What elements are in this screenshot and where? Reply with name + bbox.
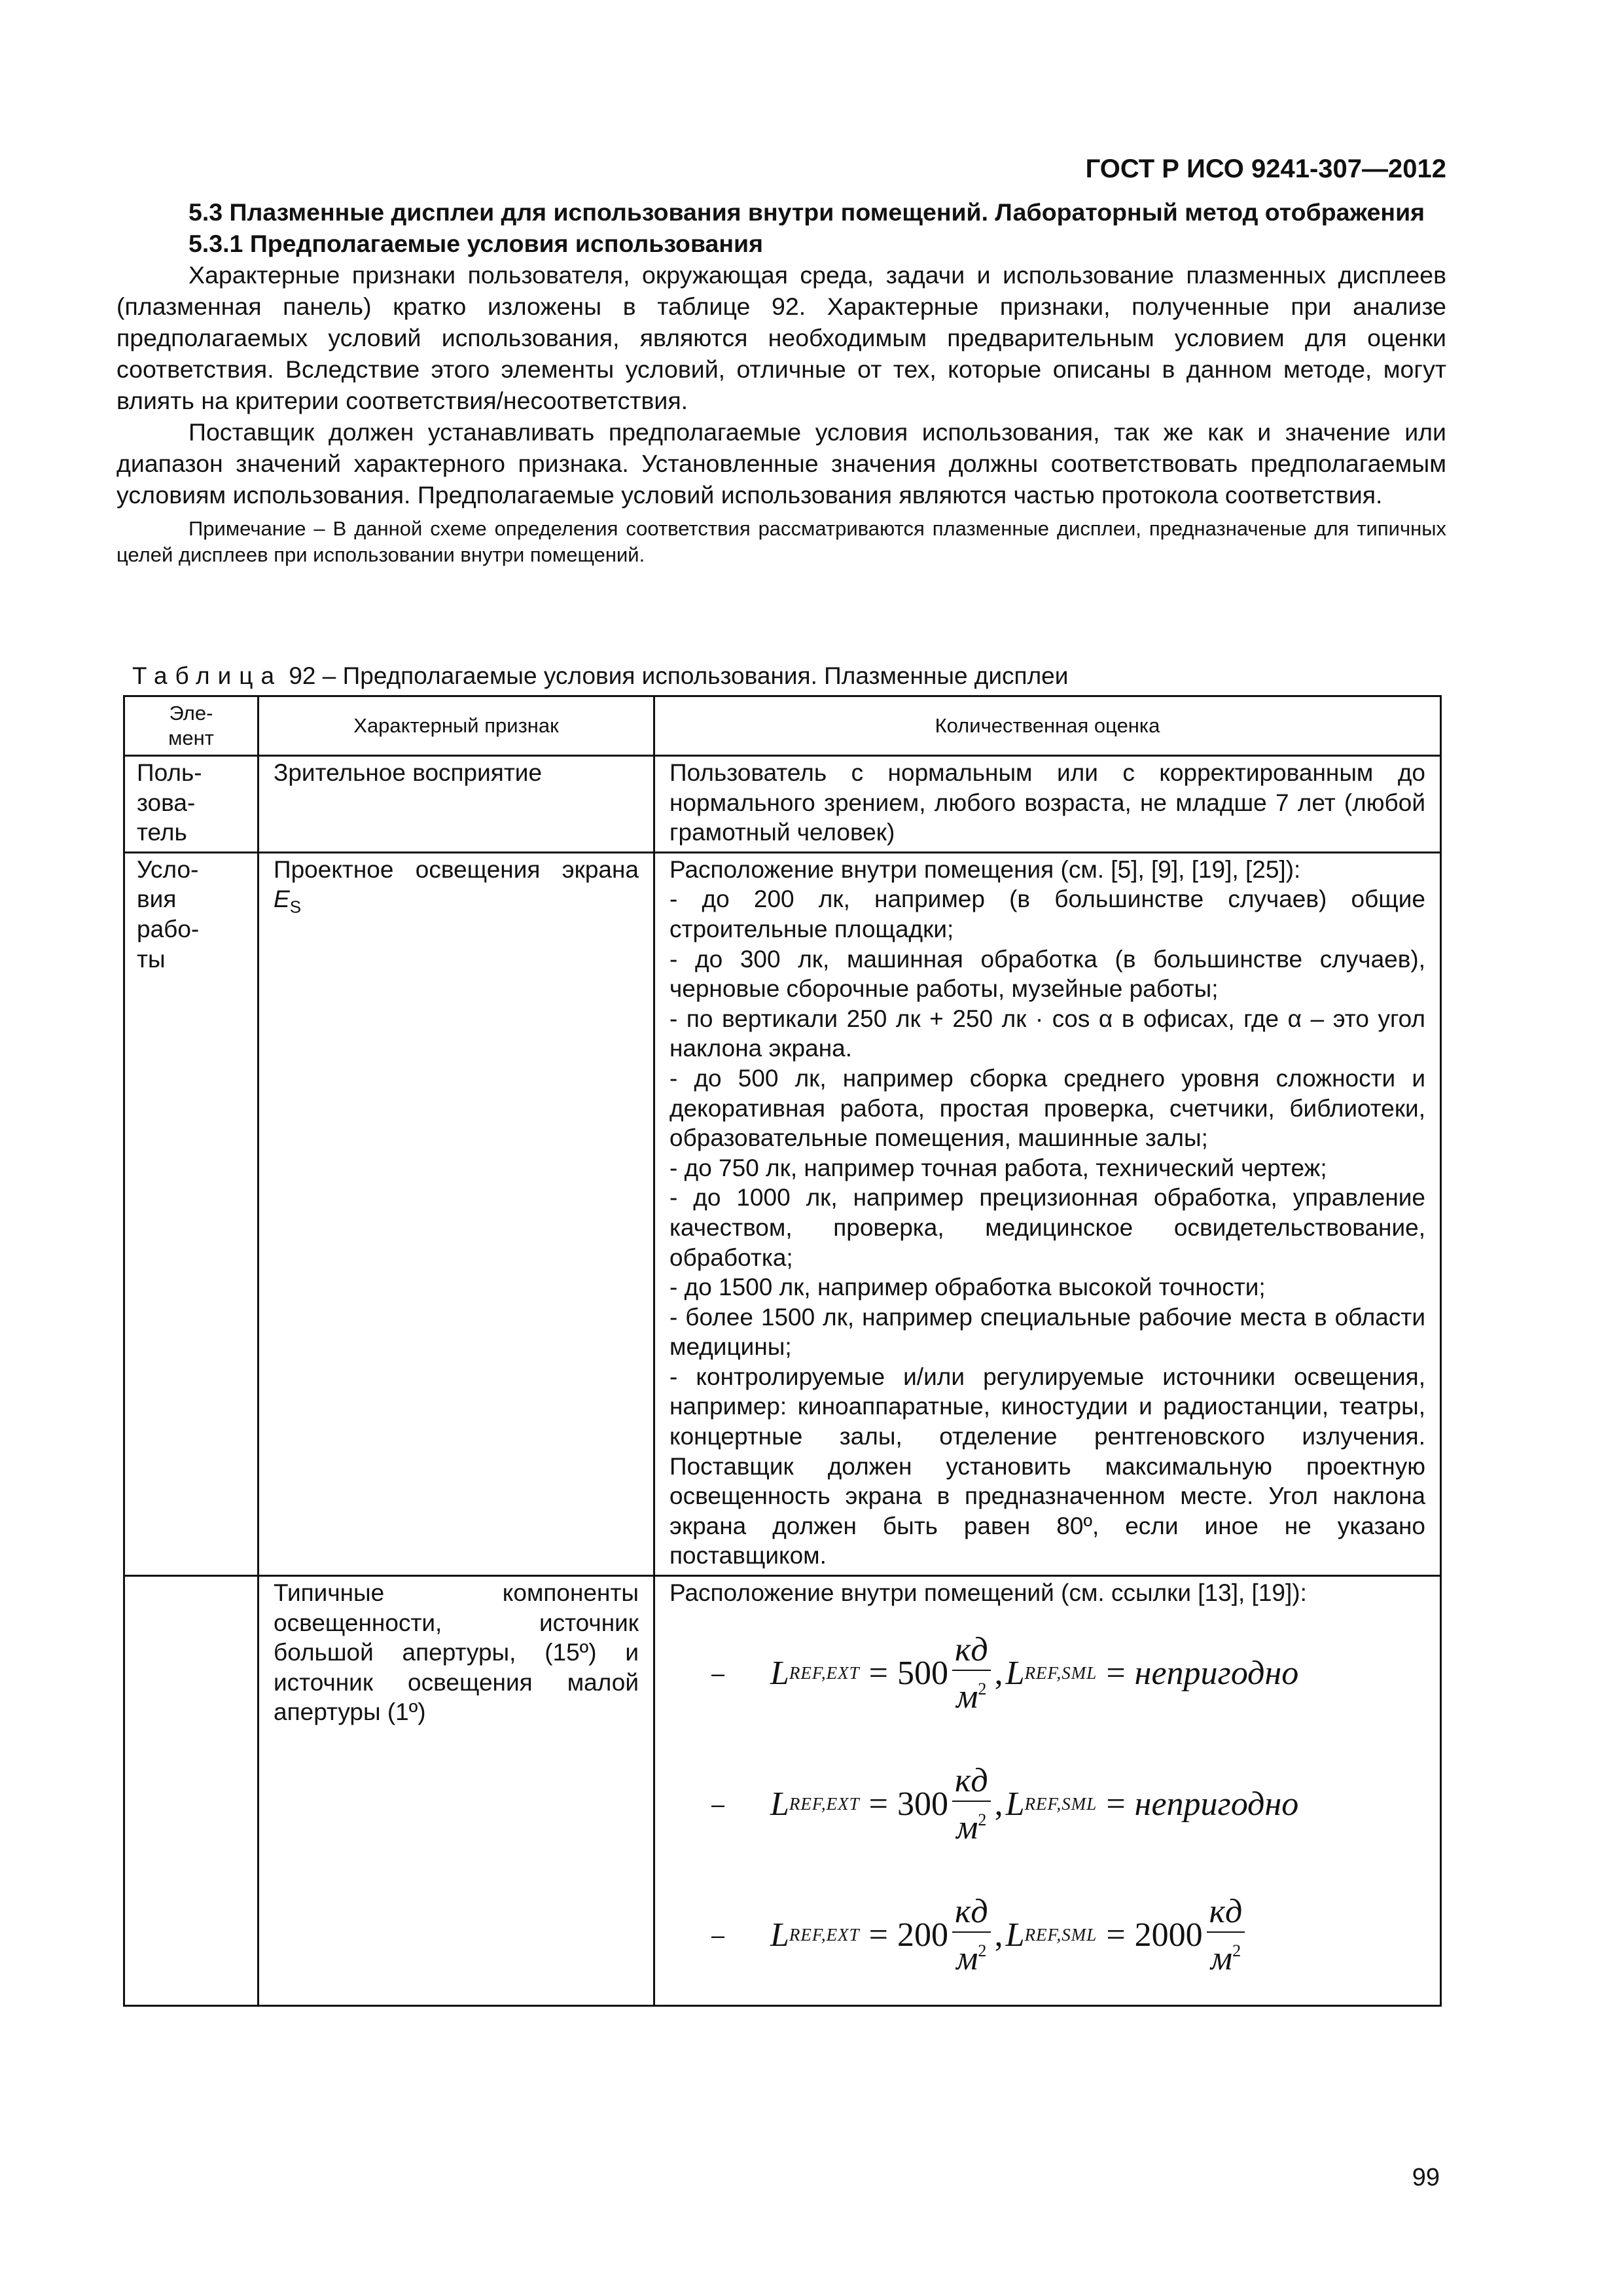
unit-denominator-base: м <box>1210 1939 1233 1977</box>
formula-comma: , <box>994 1785 1003 1823</box>
illuminance-line: - до 500 лк, например сборка среднего уровня сложности и декоративная работа, простая проверка, счетчики, библиотеки, образовательные помещения, машинные залы; <box>669 1064 1425 1152</box>
unit-numerator: кд <box>952 1893 991 1933</box>
unit-denominator <box>956 1671 986 1715</box>
equals-sign: = <box>868 1785 888 1823</box>
unit-fraction <box>952 1893 991 1977</box>
unit-fraction <box>952 1632 991 1715</box>
unit-fraction <box>1207 1893 1245 1977</box>
section-heading-5-3-1: 5.3.1 Предполагаемые условия использования <box>188 230 763 257</box>
equals-sign: = <box>1106 1785 1126 1823</box>
equals-sign: = <box>1106 1916 1126 1954</box>
illuminance-line: - контролируемые и/или регулируемые источники освещения, например: киноаппаратные, киностудии и радиостанции, театры, концертные залы, отделение рентгеновского излучения. Поставщик должен установить максимальную проектную освещенность экрана в предназначенном месте. Угол наклона экрана должен быть равен 80º, если иное не указано поставщиком. <box>669 1363 1425 1570</box>
luminance-formula <box>711 1739 1425 1870</box>
table-row-user <box>124 756 1441 853</box>
unit-power: 2 <box>1232 1941 1241 1960</box>
table-caption <box>132 662 1068 690</box>
luminance-formula <box>711 1608 1425 1739</box>
illuminance-line: - по вертикали 250 лк + 250 лк · cos α в офисах, где α – это угол наклона экрана. <box>669 1005 1425 1062</box>
unit-power: 2 <box>978 1810 987 1829</box>
paragraph-2: Поставщик должен устанавливать предполагаемые условия использования, так же как и значение или диапазон значений характерного признака. Установленные значения должны соответствовать предполагаемым условиям использования. Предполагаемые условий использования являются частью протокола соответствия. <box>116 418 1446 509</box>
illuminance-line: Расположение внутри помещения (см. [5], [9], [19], [25]): <box>669 855 1301 883</box>
subscript-ref-ext: REF,EXT <box>789 1793 860 1814</box>
formula-dash: – <box>711 1790 725 1818</box>
note-paragraph: Примечание – В данной схеме определения соответствия рассматриваются плазменные дисплеи, предназначеные для типичных целей дисплеев при использовании внутри помещений. <box>116 517 1446 566</box>
unit-numerator: кд <box>952 1632 991 1671</box>
unit-numerator: кд <box>952 1763 991 1802</box>
sml-value: непригодно <box>1134 1654 1299 1692</box>
document-code-header: ГОСТ Р ИСО 9241-307—2012 <box>1085 154 1446 183</box>
equals-sign: = <box>868 1916 888 1954</box>
ext-value: 300 <box>897 1785 948 1823</box>
illuminance-line: - более 1500 лк, например специальные рабочие места в области медицины; <box>669 1303 1425 1361</box>
illuminance-line: - до 1500 лк, например обработка высокой точности; <box>669 1274 1266 1301</box>
unit-power: 2 <box>978 1679 987 1698</box>
luminance-symbol: L <box>770 1654 789 1692</box>
formula-comma: , <box>994 1916 1003 1954</box>
cell-value-formulas <box>654 1576 1441 2006</box>
table-caption-title: 92 – Предполагаемые условия использования. Плазменные дисплеи <box>289 662 1069 689</box>
feature-illuminance-text: Проектное освещения экрана <box>274 855 639 883</box>
illuminance-line: - до 1000 лк, например прецизионная обработка, управление качеством, проверка, медицинское освидетельствование, обработка; <box>669 1184 1425 1271</box>
formula-dash: – <box>711 1659 725 1687</box>
unit-power: 2 <box>978 1941 987 1960</box>
table-header-row <box>124 696 1441 756</box>
cell-value-illuminance <box>654 852 1441 1575</box>
subscript-ref-sml: REF,SML <box>1024 1793 1097 1814</box>
unit-denominator-base: м <box>956 1939 978 1977</box>
cell-feature-components: Типичные компоненты освещенности, источник большой апертуры, (15º) и источник освещения малой апертуры (1º) <box>259 1576 654 2006</box>
illuminance-line: - до 750 лк, например точная работа, технический чертеж; <box>669 1154 1327 1181</box>
paragraph-1: Характерные признаки пользователя, окружающая среда, задачи и использование плазменных дисплеев (плазменная панель) кратко изложены в таблице 92. Характерные признаки, полученные при анализе предполагаемых условий использования, являются необходимым предварительным условием для оценки соответствия. Вследствие этого элементы условий, отличные от тех, которые описаны в данном методе, могут влиять на критерии соответствия/несоответствия. <box>116 261 1446 414</box>
luminance-formula <box>711 1870 1425 2001</box>
unit-denominator-base: м <box>956 1677 978 1715</box>
subscript-ref-sml: REF,SML <box>1024 1924 1097 1945</box>
ext-value: 200 <box>897 1916 948 1954</box>
subscript-ref-sml: REF,SML <box>1024 1662 1097 1683</box>
equals-sign: = <box>1106 1654 1126 1692</box>
header-element: Эле- мент <box>124 696 259 756</box>
table-caption-word: Таблица <box>132 662 283 689</box>
unit-denominator <box>956 1933 986 1977</box>
illuminance-line: - до 200 лк, например (в большинстве случаев) общие строительные площадки; <box>669 886 1425 942</box>
unit-numerator: кд <box>1207 1893 1245 1933</box>
cell-feature-visual: Зрительное восприятие <box>259 756 654 853</box>
luminance-symbol: L <box>1005 1916 1025 1954</box>
illuminance-line: - до 300 лк, машинная обработка (в большинстве случаев), черновые сборочные работы, музейные работы; <box>669 945 1425 1003</box>
cell-element-conditions: Усло- вия рабо- ты <box>124 852 259 1575</box>
section-heading-5-3: 5.3 Плазменные дисплеи для использования внутри помещений. Лабораторный метод отображения <box>188 198 1425 226</box>
sml-value: непригодно <box>1134 1785 1299 1823</box>
formula-dash: – <box>711 1921 725 1948</box>
sml-value: 2000 <box>1134 1916 1203 1954</box>
subscript-ref-ext: REF,EXT <box>789 1924 860 1945</box>
feature-illuminance-symbol: E <box>274 886 290 913</box>
unit-denominator <box>1211 1933 1241 1977</box>
cell-feature-illuminance <box>259 852 654 1575</box>
ext-value: 500 <box>897 1654 948 1692</box>
section-text <box>116 196 1446 568</box>
luminance-symbol: L <box>1005 1785 1025 1823</box>
cell-element-empty <box>124 1576 259 2006</box>
subscript-ref-ext: REF,EXT <box>789 1662 860 1683</box>
feature-illuminance-subscript: S <box>289 897 302 917</box>
formula-comma: , <box>994 1654 1003 1692</box>
table-row-work-conditions <box>124 852 1441 1575</box>
conditions-table <box>123 695 1442 2007</box>
header-value: Количественная оценка <box>654 696 1441 756</box>
cell-element-user: Поль- зова- тель <box>124 756 259 853</box>
page-number: 99 <box>1412 2164 1440 2191</box>
header-feature: Характерный признак <box>259 696 654 756</box>
unit-fraction <box>952 1763 991 1846</box>
cell-value-visual: Пользователь с нормальным или с корректированным до нормального зрением, любого возраста, не младше 7 лет (любой грамотный человек) <box>654 756 1441 853</box>
luminance-symbol: L <box>770 1785 789 1823</box>
unit-denominator <box>956 1802 986 1846</box>
table-row-illumination-components <box>124 1576 1441 2006</box>
formula-list <box>669 1608 1425 2001</box>
luminance-symbol: L <box>770 1916 789 1954</box>
luminance-symbol: L <box>1005 1654 1025 1692</box>
formulas-intro: Расположение внутри помещений (см. ссылки [13], [19]): <box>669 1579 1307 1607</box>
unit-denominator-base: м <box>956 1808 978 1846</box>
equals-sign: = <box>868 1654 888 1692</box>
